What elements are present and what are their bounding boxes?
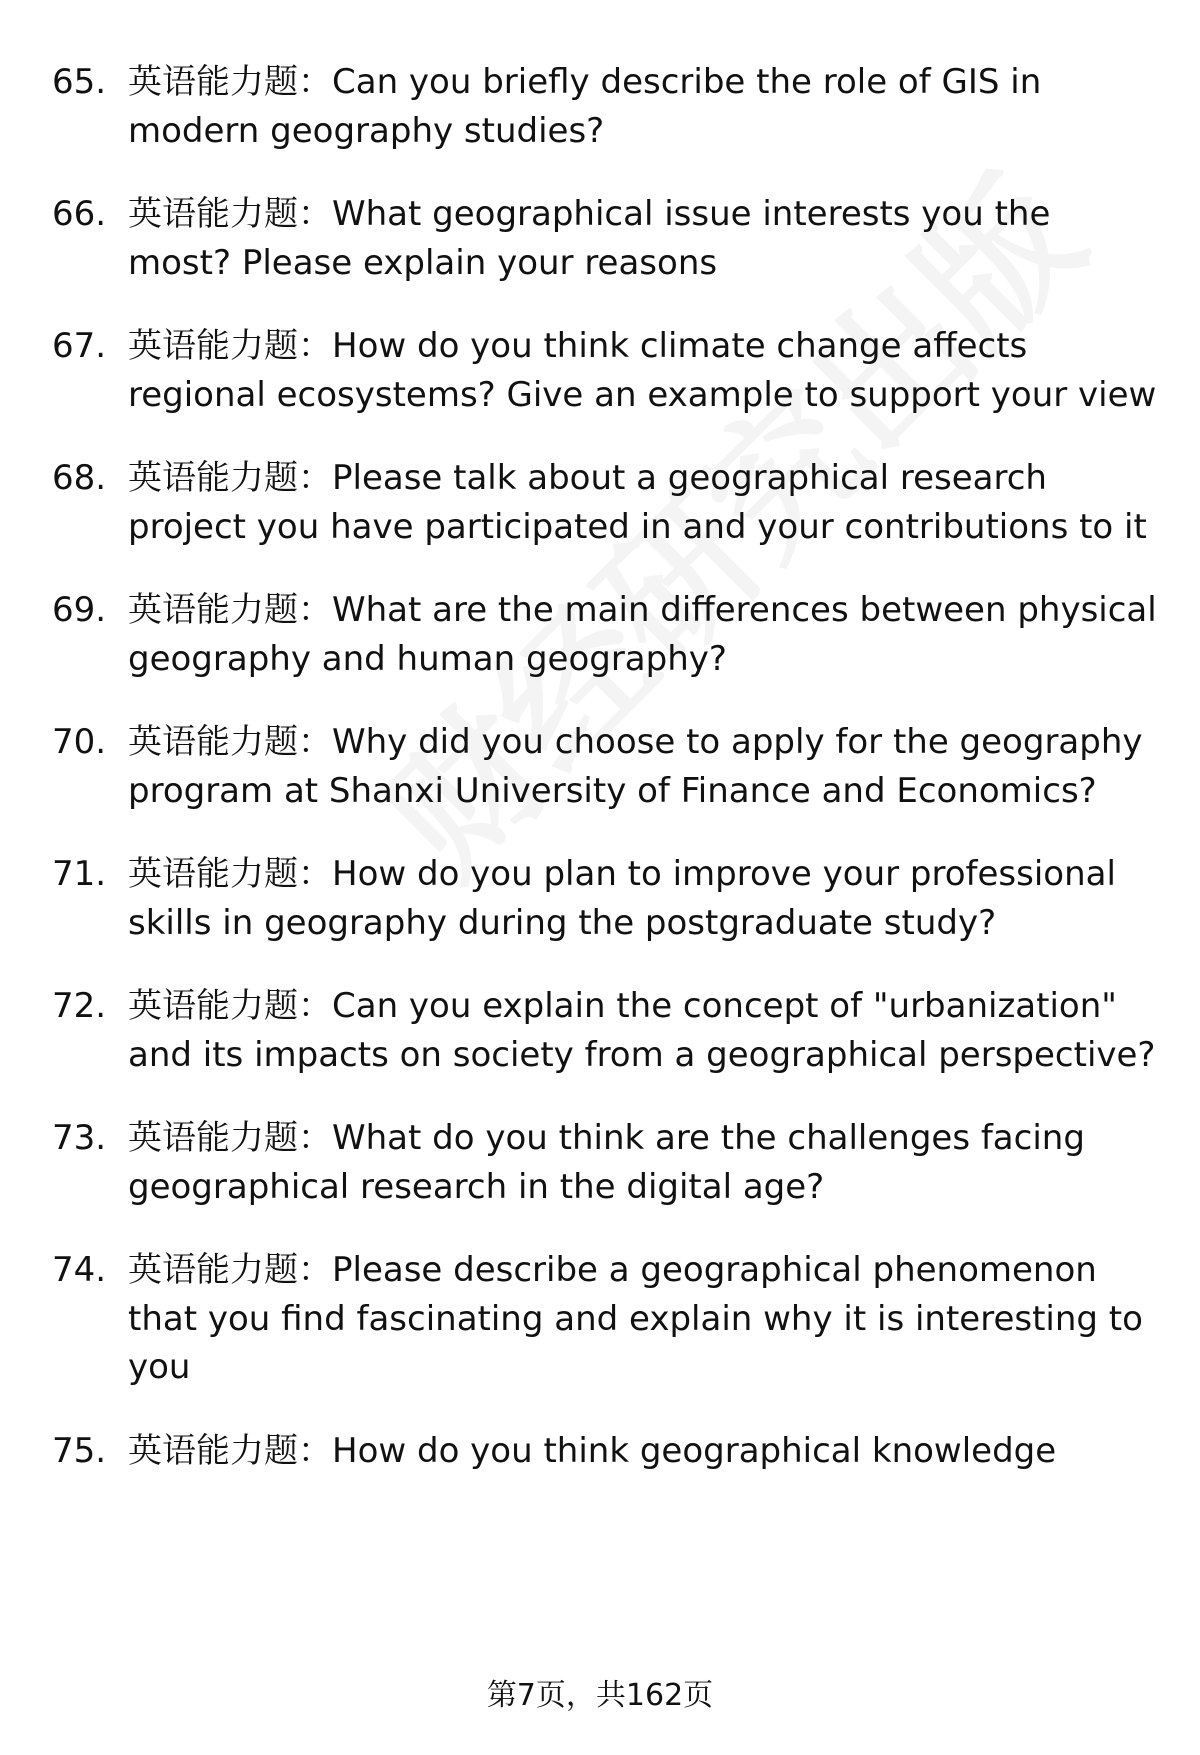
question-number: 72.: [52, 986, 107, 1026]
question-tag: 英语能力题：: [128, 986, 332, 1026]
question-number: 74.: [52, 1250, 107, 1290]
question-tag: 英语能力题：: [128, 1430, 332, 1471]
question-text: Please describe a geographical phenomenon that you find fascinating and explain why it is interesting to you: [128, 1250, 1143, 1387]
question-item: [52, 982, 1162, 1079]
question-tag: 英语能力题：: [128, 722, 332, 762]
question-number: 68.: [52, 458, 107, 498]
question-tag: 英语能力题：: [128, 1250, 332, 1290]
question-item: [52, 586, 1162, 683]
question-text: What do you think are the challenges facing geographical research in the digital age?: [128, 1118, 1085, 1207]
question-number: 66.: [52, 194, 107, 234]
question-item: [52, 1427, 1162, 1476]
question-tag: 英语能力题：: [128, 1118, 332, 1158]
question-item: [52, 190, 1162, 287]
question-number: 65.: [52, 62, 107, 102]
question-item: [52, 1246, 1162, 1392]
question-text: Can you briefly describe the role of GIS in modern geography studies?: [128, 62, 1042, 151]
question-text: How do you plan to improve your professional skills in geography during the postgraduate study?: [128, 854, 1116, 943]
question-text: Please talk about a geographical research project you have participated in and your contributions to it: [128, 458, 1147, 547]
question-number: 75.: [52, 1430, 107, 1471]
question-tag: 英语能力题：: [128, 62, 332, 102]
question-text: Why did you choose to apply for the geography program at Shanxi University of Finance and Economics?: [128, 722, 1143, 811]
question-tag: 英语能力题：: [128, 458, 332, 498]
question-list: [52, 58, 1162, 1475]
question-item: [52, 322, 1162, 419]
question-number: 71.: [52, 854, 107, 894]
question-tag: 英语能力题：: [128, 854, 332, 894]
question-item: [52, 718, 1162, 815]
question-item: [52, 454, 1162, 551]
question-text: How do you think climate change affects regional ecosystems? Give an example to support your view: [128, 326, 1157, 415]
question-item: [52, 850, 1162, 947]
question-tag: 英语能力题：: [128, 194, 332, 234]
question-number: 70.: [52, 722, 107, 762]
question-text: What geographical issue interests you the most? Please explain your reasons: [128, 194, 1051, 283]
question-tag: 英语能力题：: [128, 326, 332, 366]
question-item: [52, 1114, 1162, 1211]
question-tag: 英语能力题：: [128, 590, 332, 630]
question-text: Can you explain the concept of "urbanization" and its impacts on society from a geographical perspective?: [128, 986, 1156, 1075]
question-text: What are the main differences between physical geography and human geography?: [128, 590, 1157, 679]
question-number: 67.: [52, 326, 107, 366]
question-text: How do you think geographical knowledge: [332, 1430, 1057, 1471]
question-number: 73.: [52, 1118, 107, 1158]
question-number: 69.: [52, 590, 107, 630]
page-footer: 第7页，共162页: [486, 1678, 714, 1713]
question-item: [52, 58, 1162, 155]
